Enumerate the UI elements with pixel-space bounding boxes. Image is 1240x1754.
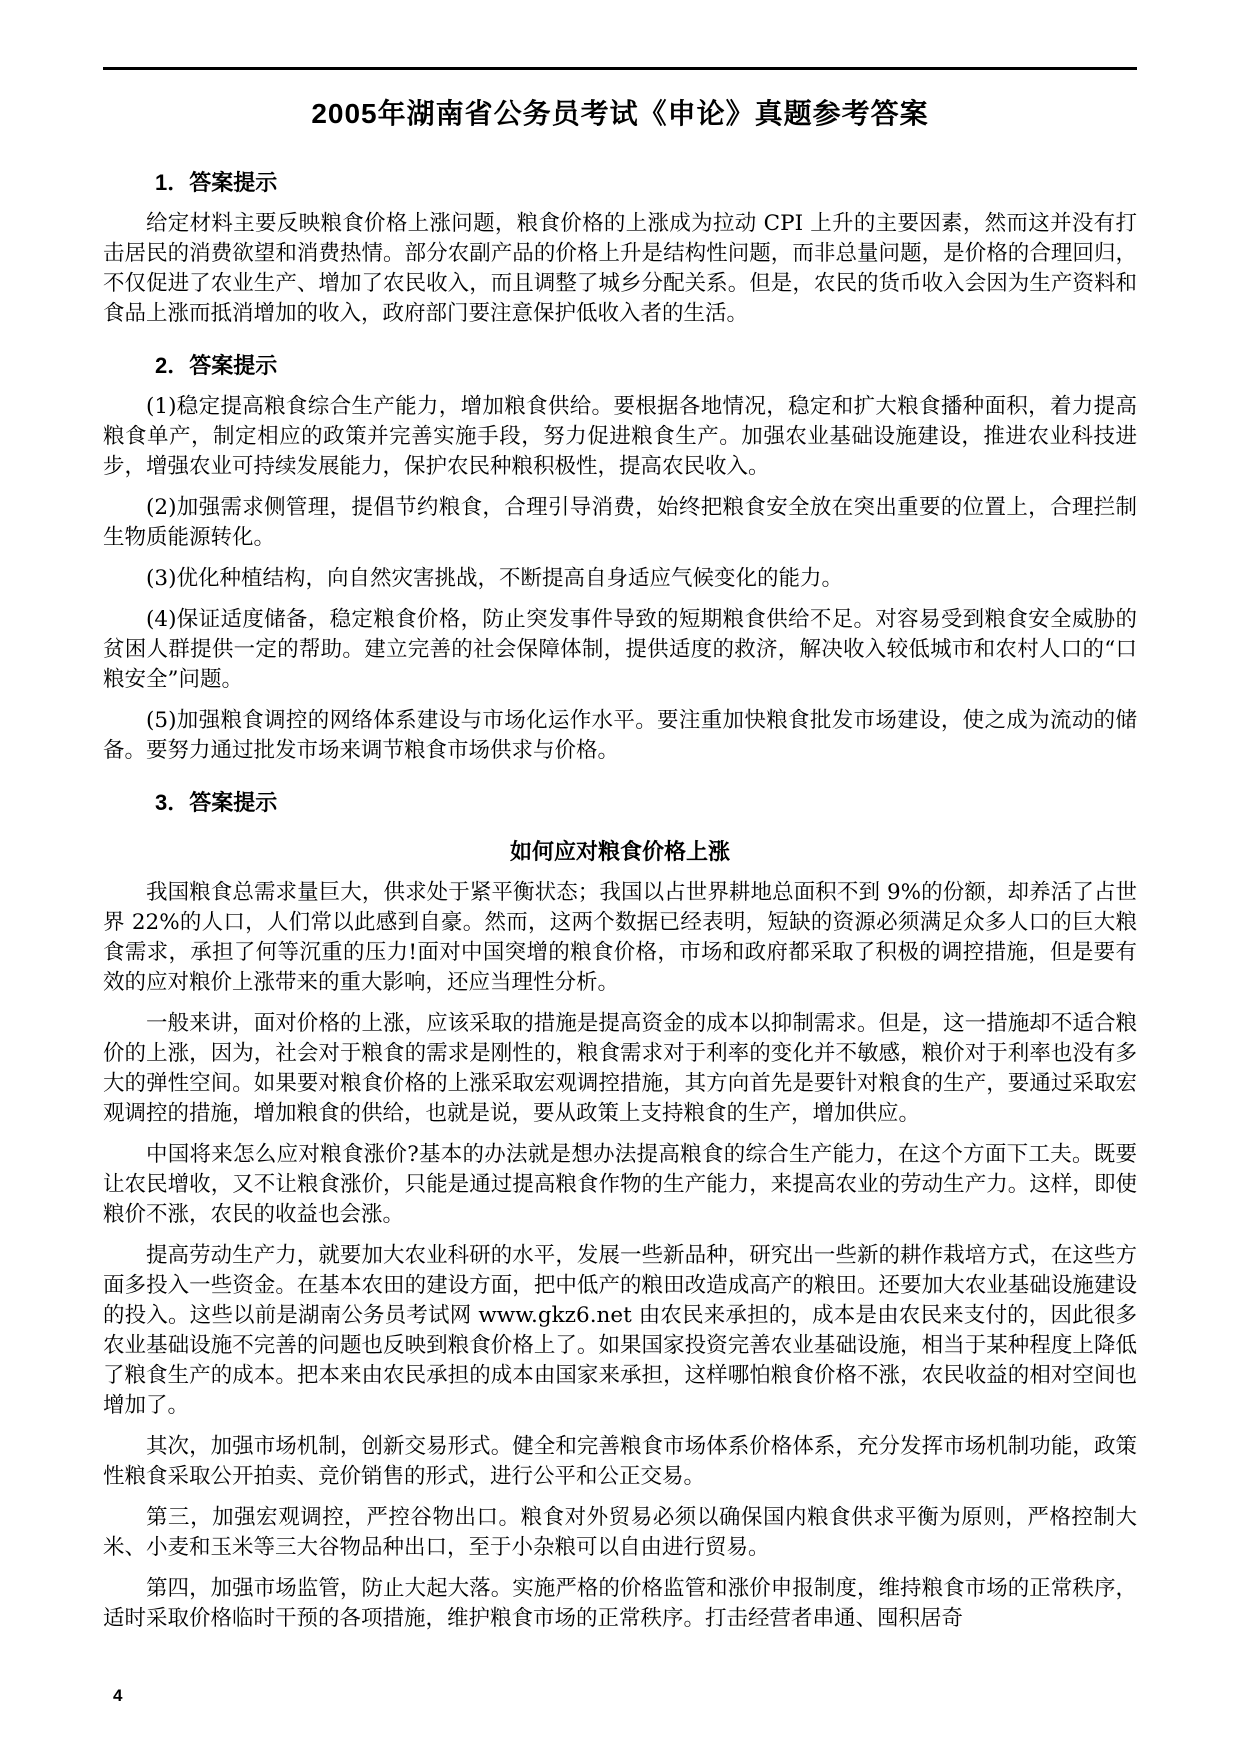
section-3-paragraph: 其次，加强市场机制，创新交易形式。健全和完善粮食市场体系价格体系，充分发挥市场机制功能，政策性粮食采取公开拍卖、竞价销售的形式，进行公平和公正交易。: [103, 1434, 1137, 1489]
section-3-heading: 3．答案提示: [155, 790, 278, 815]
section-2: [103, 349, 1137, 766]
section-3-paragraph: 提高劳动生产力，就要加大农业科研的水平，发展一些新品种，研究出一些新的耕作栽培方式，在这些方面多投入一些资金。在基本农田的建设方面，把中低产的粮田改造成高产的粮田。还要加大农业基础设施建设的投入。这些以前是湖南公务员考试网 www.gkz6.net 由农民来承担的，成本是由农民来支付的，因此很多农业基础设施不完善的问题也反映到粮食价格上了。如果国家投资完善农业基础设施，相当于某种程度上降低了粮食生产的成本。把本来由农民承担的成本由国家来承担，这样哪怕粮食价格不涨，农民收益的相对空间也增加了。: [103, 1243, 1137, 1418]
section-2-paragraph: (2)加强需求侧管理，提倡节约粮食，合理引导消费，始终把粮食安全放在突出重要的位置上，合理拦制生物质能源转化。: [103, 495, 1137, 550]
page-title: 2005年湖南省公务员考试《申论》真题参考答案: [311, 98, 929, 129]
section-2-paragraph: (3)优化种植结构，向自然灾害挑战，不断提高自身适应气候变化的能力。: [146, 566, 843, 591]
section-1-paragraph: 给定材料主要反映粮食价格上涨问题，粮食价格的上涨成为拉动 CPI 上升的主要因素，然而这并没有打击居民的消费欲望和消费热情。部分农副产品的价格上升是结构性问题，而非总量问题，是价格的合理回归，不仅促进了农业生产、增加了农民收入，而且调整了城乡分配关系。但是，农民的货币收入会因为生产资料和食品上涨而抵消增加的收入，政府部门要注意保护低收入者的生活。: [103, 211, 1137, 326]
essay-title: 如何应对粮食价格上涨: [509, 839, 730, 864]
section-1: [103, 166, 1137, 329]
section-3-paragraph: 第三，加强宏观调控，严控谷物出口。粮食对外贸易必须以确保国内粮食供求平衡为原则，严格控制大米、小麦和玉米等三大谷物品种出口，至于小杂粮可以自由进行贸易。: [103, 1505, 1137, 1560]
section-3-paragraph: 第四，加强市场监管，防止大起大落。实施严格的价格监管和涨价申报制度，维持粮食市场的正常秩序，适时采取价格临时干预的各项措施，维护粮食市场的正常秩序。打击经营者串通、囤积居奇: [103, 1576, 1137, 1631]
section-3: [103, 786, 1137, 1634]
section-3-paragraph: 我国粮食总需求量巨大，供求处于紧平衡状态；我国以占世界耕地总面积不到 9%的份额，却养活了占世界 22%的人口，人们常以此感到自豪。然而，这两个数据已经表明，短缺的资源必须满足众多人口的巨大粮食需求，承担了何等沉重的压力!面对中国突增的粮食价格，市场和政府都采取了积极的调控措施，但是要有效的应对粮价上涨带来的重大影响，还应当理性分析。: [103, 880, 1137, 995]
section-3-paragraph: 一般来讲，面对价格的上涨，应该采取的措施是提高资金的成本以抑制需求。但是，这一措施却不适合粮价的上涨，因为，社会对于粮食的需求是刚性的，粮食需求对于利率的变化并不敏感，粮价对于利率也没有多大的弹性空间。如果要对粮食价格的上涨采取宏观调控措施，其方向首先是要针对粮食的生产，要通过采取宏观调控的措施，增加粮食的供给，也就是说，要从政策上支持粮食的生产，增加供应。: [103, 1011, 1137, 1126]
page-number: 4: [113, 1686, 123, 1705]
section-2-paragraph: (4)保证适度储备，稳定粮食价格，防止突发事件导致的短期粮食供给不足。对容易受到粮食安全威胁的贫困人群提供一定的帮助。建立完善的社会保障体制，提供适度的救济，解决收入较低城市和农村人口的“口粮安全”问题。: [103, 607, 1137, 692]
section-2-paragraph: (5)加强粮食调控的网络体系建设与市场化运作水平。要注重加快粮食批发市场建设，使之成为流动的储备。要努力通过批发市场来调节粮食市场供求与价格。: [103, 708, 1137, 763]
section-2-heading: 2．答案提示: [155, 353, 278, 378]
header-rule: [103, 67, 1137, 70]
section-3-paragraph: 中国将来怎么应对粮食涨价?基本的办法就是想办法提高粮食的综合生产能力，在这个方面下工夫。既要让农民增收，又不让粮食涨价，只能是通过提高粮食作物的生产能力，来提高农业的劳动生产力。这样，即使粮价不涨，农民的收益也会涨。: [103, 1142, 1137, 1227]
section-2-paragraph: (1)稳定提高粮食综合生产能力，增加粮食供给。要根据各地情况，稳定和扩大粮食播种面积，着力提高粮食单产，制定相应的政策并完善实施手段，努力促进粮食生产。加强农业基础设施建设，推进农业科技进步，增强农业可持续发展能力，保护农民种粮积极性，提高农民收入。: [103, 394, 1137, 479]
section-1-heading: 1．答案提示: [155, 170, 278, 195]
